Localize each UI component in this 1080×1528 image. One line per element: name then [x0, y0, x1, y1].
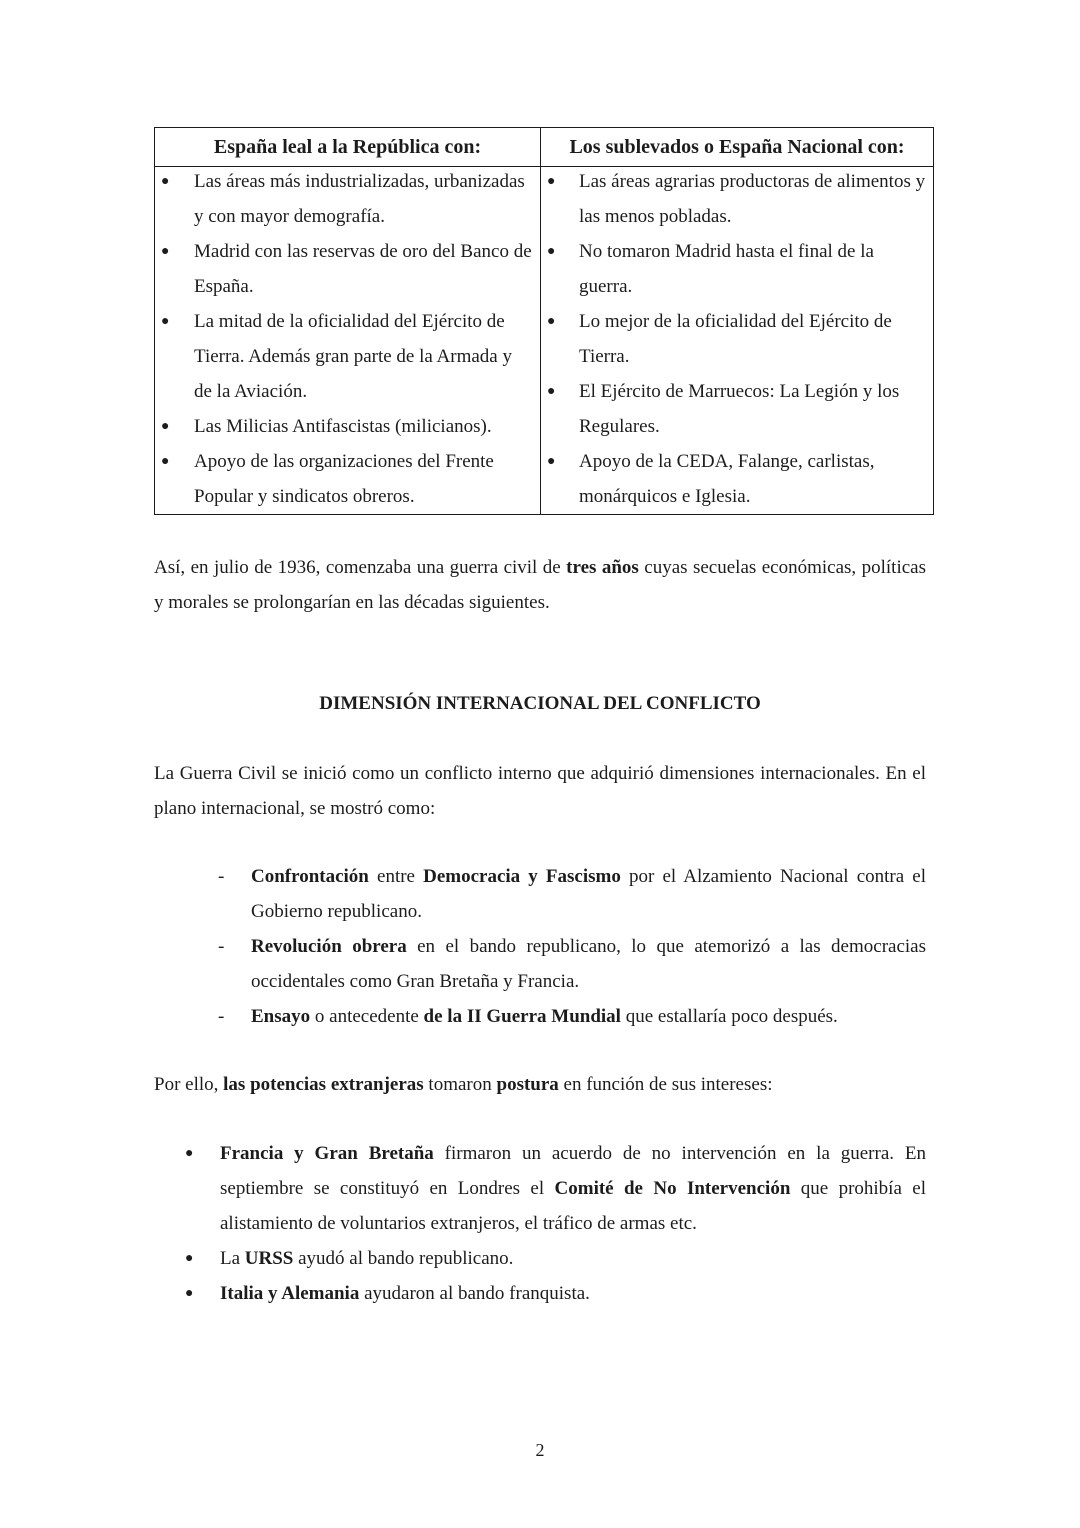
bullet-icon: ● [547, 384, 556, 399]
bullet-icon: ● [185, 1251, 194, 1266]
list-item: ● El Ejército de Marruecos: La Legión y los Regulares. [541, 374, 933, 444]
dash-icon: - [218, 936, 225, 957]
list-item: ● Las Milicias Antifascistas (milicianos). [155, 409, 540, 444]
list-item: ● Lo mejor de la oficialidad del Ejército de Tierra. [541, 304, 933, 374]
list-item: ● La URSS ayudó al bando republicano. [185, 1241, 926, 1276]
page-number: 2 [535, 1440, 545, 1460]
list-item: ● Las áreas agrarias productoras de alimentos y las menos pobladas. [541, 164, 933, 234]
list-item: ● Italia y Alemania ayudaron al bando franquista. [185, 1276, 926, 1311]
dash-list [218, 859, 926, 1034]
bullet-icon: ● [185, 1286, 194, 1301]
list-item: - Confrontación entre Democracia y Fascismo por el Alzamiento Nacional contra el Gobierno republicano. [218, 859, 926, 929]
powers-list [185, 1136, 926, 1311]
comparison-table [154, 127, 934, 515]
dash-icon: - [218, 1006, 225, 1027]
section-title: DIMENSIÓN INTERNACIONAL DEL CONFLICTO [319, 693, 761, 714]
bullet-icon: ● [161, 419, 170, 434]
nationalist-list [541, 164, 933, 514]
table-header-nationalists: Los sublevados o España Nacional con: [541, 128, 934, 167]
table-header-republic: España leal a la República con: [155, 128, 541, 167]
bullet-icon: ● [161, 244, 170, 259]
list-item: ● Apoyo de la CEDA, Falange, carlistas, monárquicos e Iglesia. [541, 444, 933, 514]
list-item: - Ensayo o antecedente de la II Guerra Mundial que estallaría poco después. [218, 999, 926, 1034]
list-item: ● Apoyo de las organizaciones del Frente Popular y sindicatos obreros. [155, 444, 540, 514]
bullet-icon: ● [185, 1146, 194, 1161]
list-item: ● Las áreas más industrializadas, urbanizadas y con mayor demografía. [155, 164, 540, 234]
bullet-icon: ● [161, 174, 170, 189]
list-item: ● No tomaron Madrid hasta el final de la guerra. [541, 234, 933, 304]
nationalist-column [541, 167, 934, 515]
bullet-icon: ● [161, 314, 170, 329]
republic-list [155, 164, 540, 514]
list-item: ● Francia y Gran Bretaña firmaron un acuerdo de no intervención en la guerra. En septiembre se constituyó en Londres el Comité de No Intervención que prohibía el alistamiento de voluntarios extranjeros, el tráfico de armas etc. [185, 1136, 926, 1241]
powers-paragraph: Por ello, las potencias extranjeras tomaron postura en función de sus intereses: [154, 1074, 773, 1095]
list-item: - Revolución obrera en el bando republicano, lo que atemorizó a las democracias occidentales como Gran Bretaña y Francia. [218, 929, 926, 999]
bullet-icon: ● [161, 454, 170, 469]
intro-paragraph: Así, en julio de 1936, comenzaba una guerra civil de tres años cuyas secuelas económicas, políticas y morales se prolongarían en las décadas siguientes. [154, 557, 926, 613]
bullet-icon: ● [547, 244, 556, 259]
bullet-icon: ● [547, 314, 556, 329]
list-item: ● Madrid con las reservas de oro del Banco de España. [155, 234, 540, 304]
dash-icon: - [218, 866, 225, 887]
international-paragraph: La Guerra Civil se inició como un conflicto interno que adquirió dimensiones internacionales. En el plano internacional, se mostró como: [154, 763, 926, 819]
republic-column [155, 167, 541, 515]
bullet-icon: ● [547, 454, 556, 469]
bullet-icon: ● [547, 174, 556, 189]
list-item: ● La mitad de la oficialidad del Ejército de Tierra. Además gran parte de la Armada y de la Aviación. [155, 304, 540, 409]
